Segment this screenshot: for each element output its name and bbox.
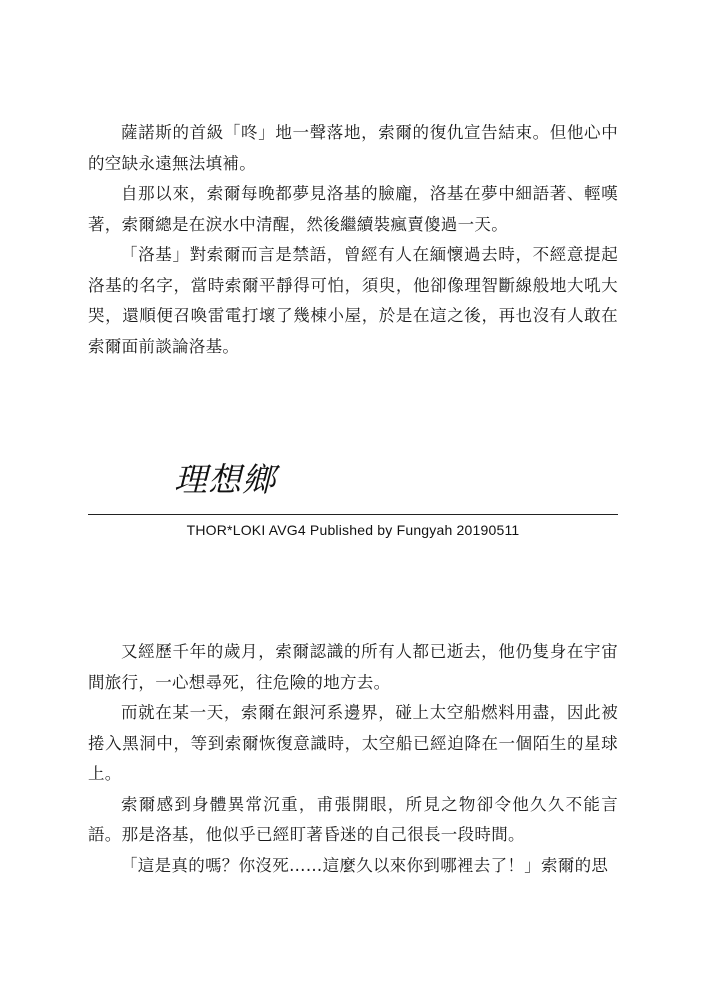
page-title: 理想鄉 <box>174 460 276 499</box>
paragraph: 「洛基」對索爾而言是禁語，曾經有人在緬懷過去時，不經意提起洛基的名字，當時索爾平靜得可怕，須臾，他卻像理智斷線般地大吼大哭，還順便召喚雷電打壞了幾棟小屋，於是在這之後，再也沒有人敢在索爾面前談論洛基。 <box>88 245 618 356</box>
paragraph: 又經歷千年的歲月，索爾認識的所有人都已逝去，他仍隻身在宇宙間旅行，一心想尋死，往危險的地方去。 <box>88 642 618 692</box>
paragraph: 自那以來，索爾每晚都夢見洛基的臉龐，洛基在夢中細語著、輕嘆著，索爾總是在淚水中清醒，然後繼續裝瘋賣傻過一天。 <box>88 184 618 234</box>
publication-subtitle: THOR*LOKI AVG4 Published by Fungyah 20190511 <box>186 522 520 538</box>
paragraph: 「這是真的嗎？你沒死……這麼久以來你到哪裡去了！」索爾的思 <box>121 855 609 875</box>
top-text-section <box>88 118 618 362</box>
paragraph: 而就在某一天，索爾在銀河系邊界，碰上太空船燃料用盡，因此被捲入黑洞中，等到索爾恢復意識時，太空船已經迫降在一個陌生的星球上。 <box>88 703 618 783</box>
paragraph: 索爾感到身體異常沉重，甫張開眼，所見之物卻令他久久不能言語。那是洛基，他似乎已經盯著昏迷的自己很長一段時間。 <box>88 794 618 844</box>
bottom-text-section <box>88 637 618 881</box>
paragraph: 薩諾斯的首級「咚」地一聲落地，索爾的復仇宣告結束。但他心中的空缺永遠無法填補。 <box>88 123 618 173</box>
title-divider <box>88 514 618 515</box>
